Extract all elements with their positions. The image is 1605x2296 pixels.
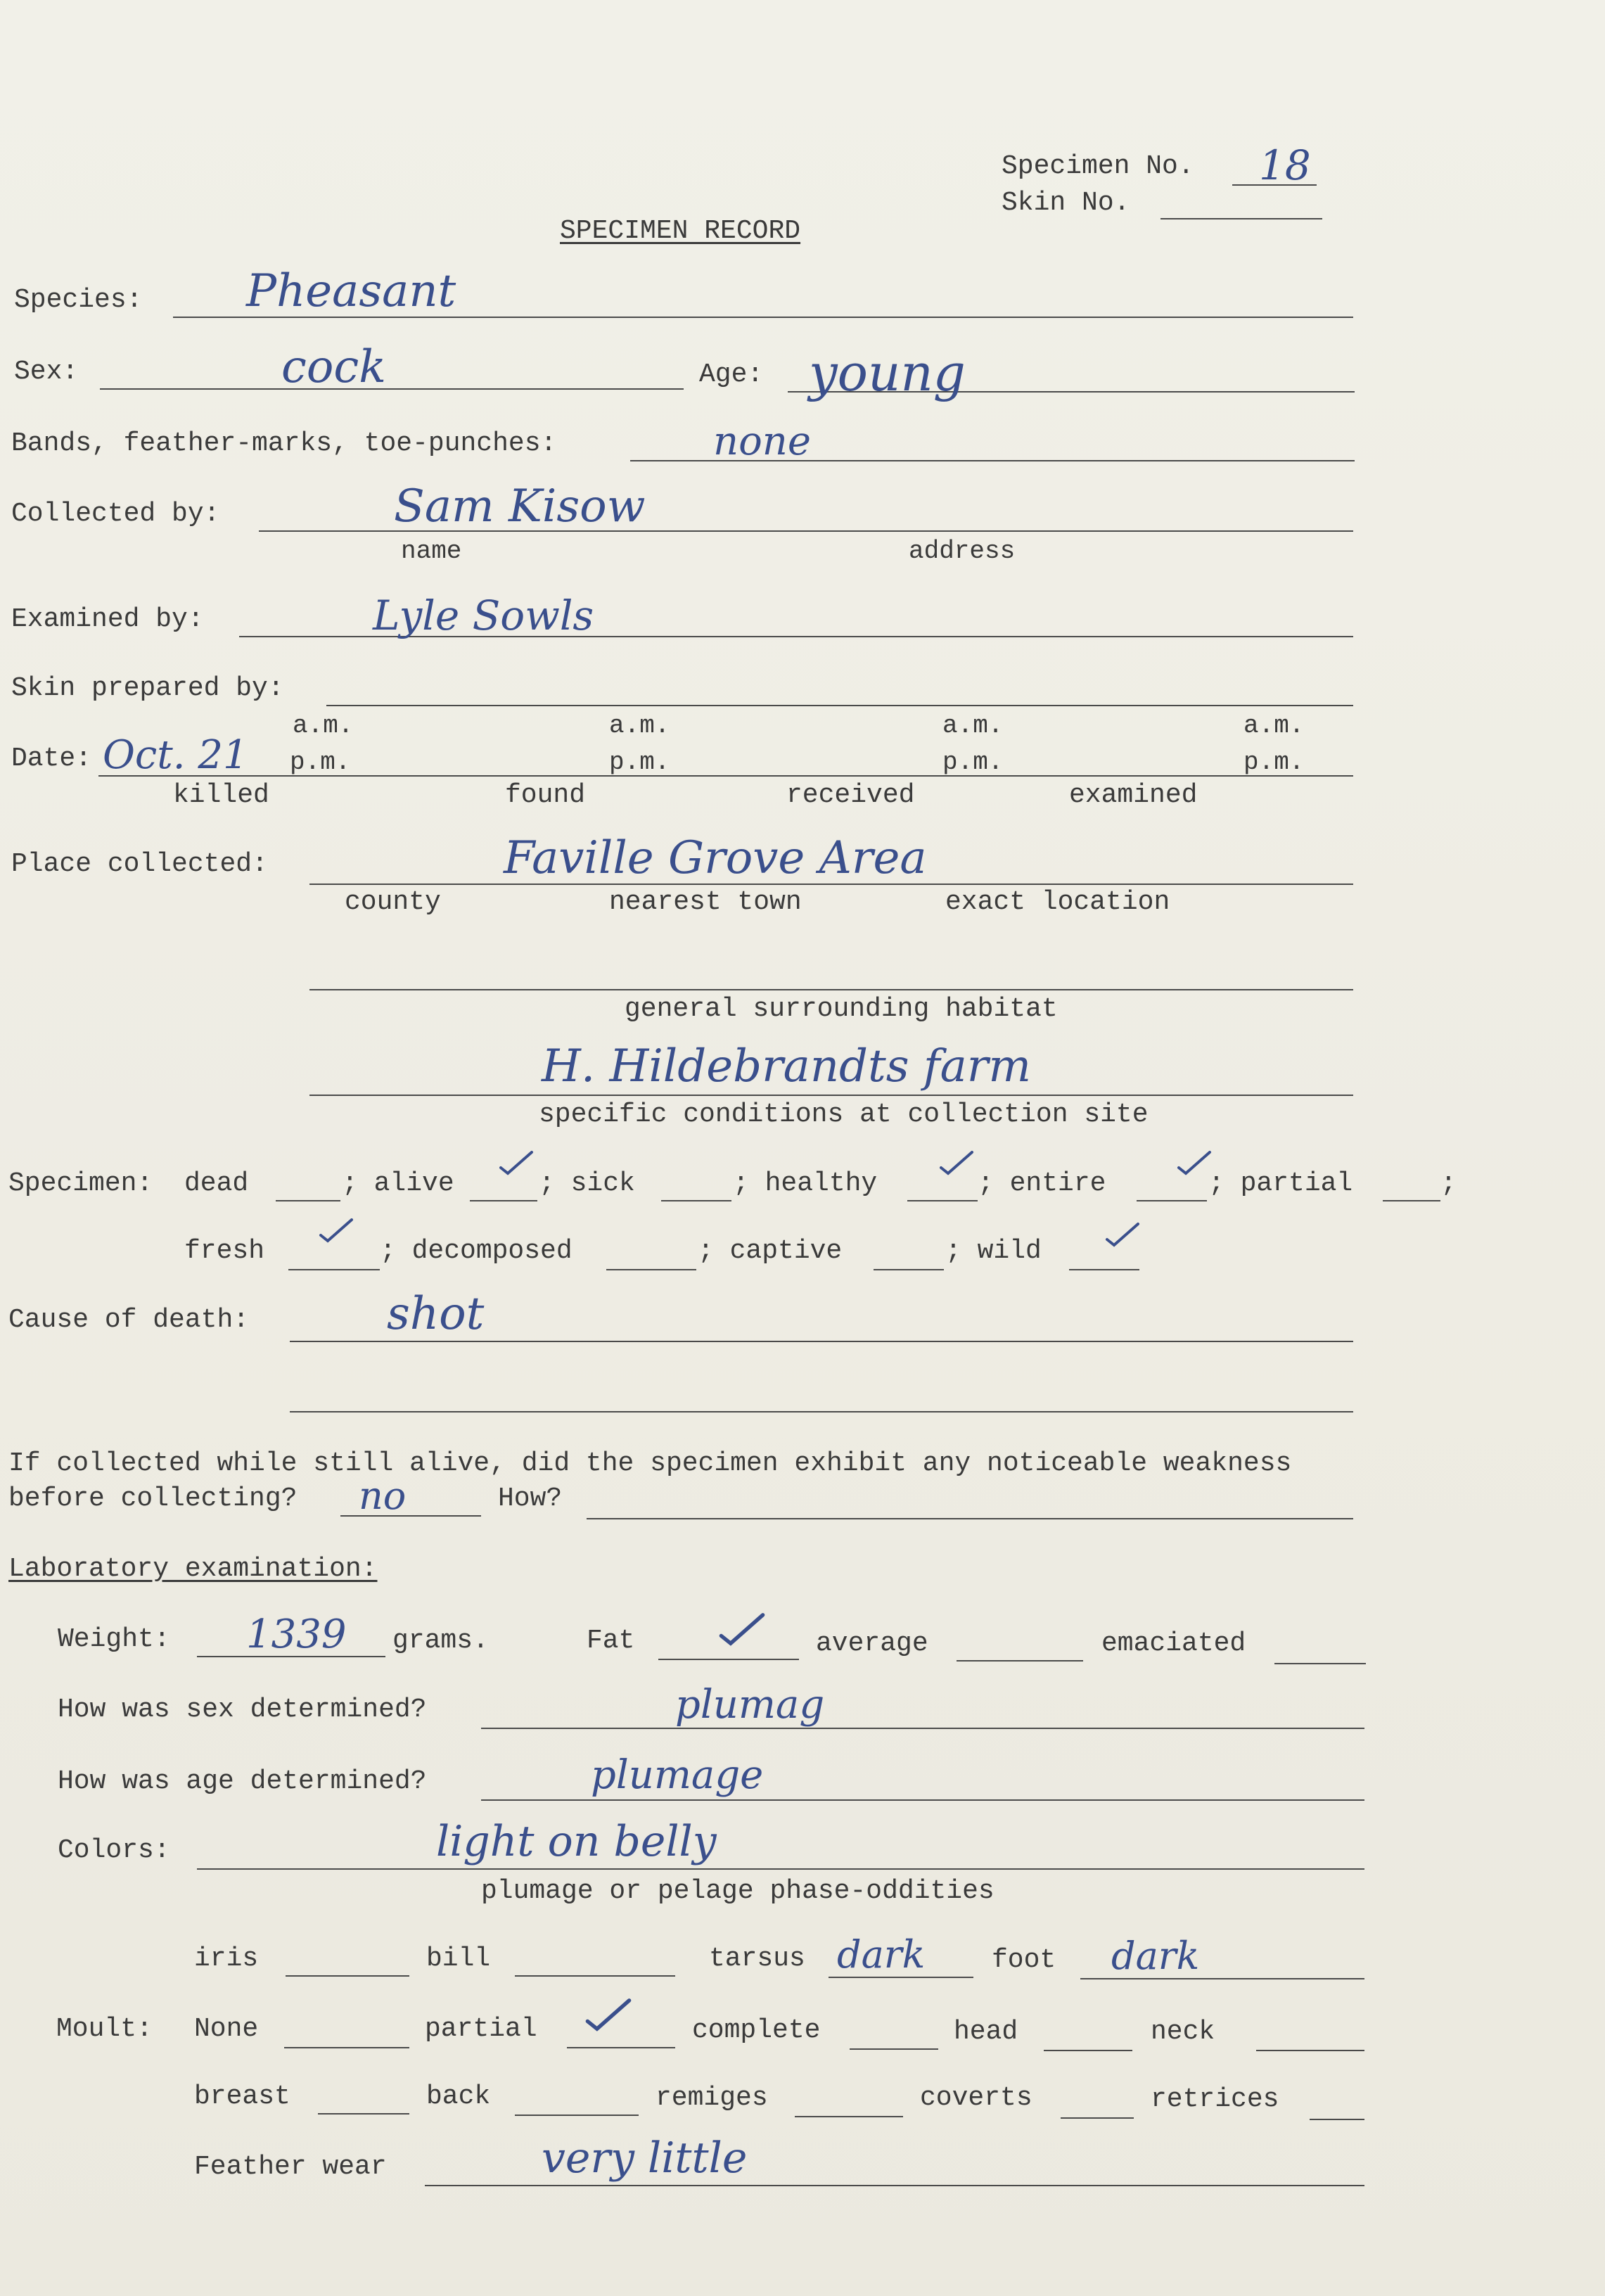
specimen-captive-label: ; captive (698, 1236, 843, 1266)
specimen-alive-label: ; alive (342, 1168, 454, 1199)
conditions-line (309, 1095, 1353, 1096)
emaciated-label: emaciated (1101, 1628, 1246, 1659)
fat-label: Fat (587, 1626, 635, 1656)
conditions-value[interactable]: H. Hildebrandts farm (542, 1040, 1032, 1092)
specimen-label: Specimen: (8, 1168, 153, 1199)
bands-label: Bands, feather-marks, toe-punches: (11, 428, 557, 459)
average-label: average (816, 1628, 928, 1659)
specimen-alive-line (470, 1200, 537, 1201)
sex-determined-line (481, 1728, 1364, 1729)
collected-by-value[interactable]: Sam Kisow (394, 480, 646, 532)
foot-label: foot (992, 1945, 1056, 1975)
bands-value[interactable]: none (713, 419, 811, 464)
fat-check-icon[interactable] (717, 1609, 767, 1649)
grams-label: grams. (392, 1626, 489, 1656)
caption-received: received (786, 780, 915, 810)
moult-none-line (284, 2047, 409, 2048)
colors-caption: plumage or pelage phase-oddities (481, 1876, 995, 1906)
specimen-healthy-label: ; healthy (733, 1168, 878, 1199)
sex-line (100, 388, 684, 390)
weakness-question: If collected while still alive, did the specimen exhibit any noticeable weakness (8, 1448, 1292, 1479)
tarsus-label: tarsus (709, 1944, 805, 1974)
moult-neck-line (1256, 2050, 1364, 2051)
age-value[interactable]: young (809, 343, 966, 402)
date-am-received: a.m. (942, 711, 1004, 740)
weight-label: Weight: (58, 1624, 170, 1654)
date-am-examined: a.m. (1243, 711, 1305, 740)
wild-check-icon[interactable] (1104, 1221, 1141, 1248)
moult-partial-label: partial (425, 2014, 537, 2044)
specimen-no-label: Specimen No. (1002, 151, 1194, 181)
weakness-answer[interactable]: no (359, 1474, 407, 1518)
iris-line (286, 1975, 409, 1977)
healthy-check-icon[interactable] (938, 1149, 975, 1176)
name-caption: name (401, 537, 462, 566)
specimen-fresh-label: fresh (184, 1236, 265, 1266)
moult-partial-line (567, 2047, 675, 2048)
specimen-decomposed-line (606, 1269, 696, 1270)
sex-value[interactable]: cock (281, 341, 386, 393)
place-value[interactable]: Faville Grove Area (504, 832, 927, 884)
age-determined-line (481, 1799, 1364, 1801)
moult-retrices-line (1310, 2119, 1364, 2120)
moult-breast-line (318, 2113, 409, 2115)
specimen-sick-label: ; sick (539, 1168, 635, 1199)
specimen-decomposed-label: ; decomposed (380, 1236, 573, 1266)
moult-head-line (1044, 2050, 1132, 2051)
skin-prepared-label: Skin prepared by: (11, 673, 284, 703)
skin-prepared-line (326, 705, 1353, 706)
age-determined-label: How was age determined? (58, 1766, 427, 1797)
moult-back-line (515, 2115, 639, 2116)
caption-found: found (505, 780, 586, 810)
death-label: Cause of death: (8, 1305, 250, 1335)
examined-by-label: Examined by: (11, 604, 204, 634)
caption-exact-location: exact location (945, 887, 1170, 917)
age-determined-value[interactable]: plumage (591, 1752, 764, 1798)
moult-breast-label: breast (194, 2081, 290, 2112)
date-pm-examined: p.m. (1243, 748, 1305, 777)
examined-by-value[interactable]: Lyle Sowls (373, 592, 594, 639)
moult-coverts-line (1061, 2117, 1134, 2119)
moult-retrices-label: retrices (1151, 2084, 1279, 2115)
age-label: Age: (699, 359, 764, 390)
habitat-caption: general surrounding habitat (625, 994, 1058, 1024)
caption-examined: examined (1069, 780, 1198, 810)
colors-label: Colors: (58, 1835, 170, 1866)
specimen-healthy-line (907, 1200, 978, 1201)
place-label: Place collected: (11, 849, 268, 879)
page-title: SPECIMEN RECORD (560, 216, 801, 246)
tarsus-value[interactable]: dark (837, 1932, 926, 1977)
date-line (98, 775, 1353, 777)
specimen-fresh-line (288, 1269, 380, 1270)
specimen-wild-label: ; wild (945, 1236, 1042, 1266)
specimen-entire-label: ; entire (978, 1168, 1106, 1199)
colors-value[interactable]: light on belly (436, 1817, 717, 1866)
how-label: How? (498, 1484, 563, 1514)
foot-value[interactable]: dark (1111, 1934, 1200, 1978)
how-line (587, 1518, 1353, 1519)
species-label: Species: (14, 285, 143, 315)
moult-back-label: back (426, 2081, 491, 2112)
caption-nearest-town: nearest town (609, 887, 802, 917)
feather-wear-line (425, 2185, 1364, 2186)
lab-heading: Laboratory examination: (8, 1554, 378, 1584)
bill-label: bill (426, 1944, 491, 1974)
species-value[interactable]: Pheasant (246, 265, 456, 317)
death-value[interactable]: shot (387, 1288, 485, 1340)
foot-line (1080, 1978, 1364, 1979)
specimen-wild-line (1069, 1269, 1139, 1270)
address-caption: address (909, 537, 1016, 566)
alive-check-icon[interactable] (498, 1149, 535, 1176)
fat-line (658, 1659, 799, 1660)
skin-no-line (1160, 218, 1322, 219)
moult-remiges-label: remiges (656, 2083, 768, 2113)
date-pm-received: p.m. (942, 748, 1004, 777)
bill-line (515, 1975, 675, 1977)
caption-killed: killed (173, 780, 269, 810)
specimen-no-value[interactable]: 18 (1259, 141, 1311, 189)
moult-complete-label: complete (692, 2015, 821, 2046)
collected-by-label: Collected by: (11, 499, 220, 529)
feather-wear-value[interactable]: very little (542, 2134, 748, 2183)
moult-complete-line (850, 2048, 938, 2050)
moult-remiges-line (795, 2116, 903, 2117)
moult-partial-check-icon[interactable] (584, 1994, 633, 2036)
caption-county: county (345, 887, 441, 917)
weight-value[interactable]: 1339 (246, 1612, 347, 1657)
death-line-2 (290, 1411, 1353, 1412)
habitat-line (309, 989, 1353, 990)
specimen-entire-line (1137, 1200, 1207, 1201)
moult-neck-label: neck (1151, 2017, 1215, 2047)
sex-determined-value[interactable]: plumag (675, 1682, 825, 1728)
date-am-found: a.m. (609, 711, 670, 740)
average-line (957, 1660, 1083, 1662)
date-pm-killed: p.m. (290, 748, 351, 777)
specimen-dead-line (276, 1200, 340, 1201)
specimen-dead-label: dead (184, 1168, 249, 1199)
iris-label: iris (194, 1944, 259, 1974)
specimen-row-end: ; (1440, 1168, 1457, 1199)
fresh-check-icon[interactable] (318, 1217, 354, 1244)
date-am-killed: a.m. (293, 711, 354, 740)
colors-line (197, 1868, 1364, 1870)
moult-coverts-label: coverts (920, 2083, 1032, 2113)
emaciated-line (1274, 1663, 1366, 1664)
specimen-captive-line (874, 1269, 944, 1270)
moult-label: Moult: (56, 2014, 153, 2044)
specimen-sick-line (661, 1200, 731, 1201)
moult-none-label: None (194, 2014, 259, 2044)
specimen-partial-label: ; partial (1208, 1168, 1353, 1199)
sex-determined-label: How was sex determined? (58, 1695, 427, 1725)
sex-label: Sex: (14, 357, 79, 387)
entire-check-icon[interactable] (1176, 1149, 1213, 1176)
weakness-question-2: before collecting? (8, 1484, 298, 1514)
tarsus-line (829, 1977, 973, 1978)
date-label: Date: (11, 744, 92, 774)
conditions-caption: specific conditions at collection site (539, 1099, 1149, 1130)
feather-wear-label: Feather wear (194, 2152, 387, 2182)
date-pm-found: p.m. (609, 748, 670, 777)
specimen-partial-line (1383, 1200, 1440, 1201)
date-killed-value[interactable]: Oct. 21 (103, 732, 248, 778)
moult-head-label: head (954, 2017, 1018, 2047)
skin-no-label: Skin No. (1002, 188, 1130, 218)
death-line (290, 1341, 1353, 1342)
